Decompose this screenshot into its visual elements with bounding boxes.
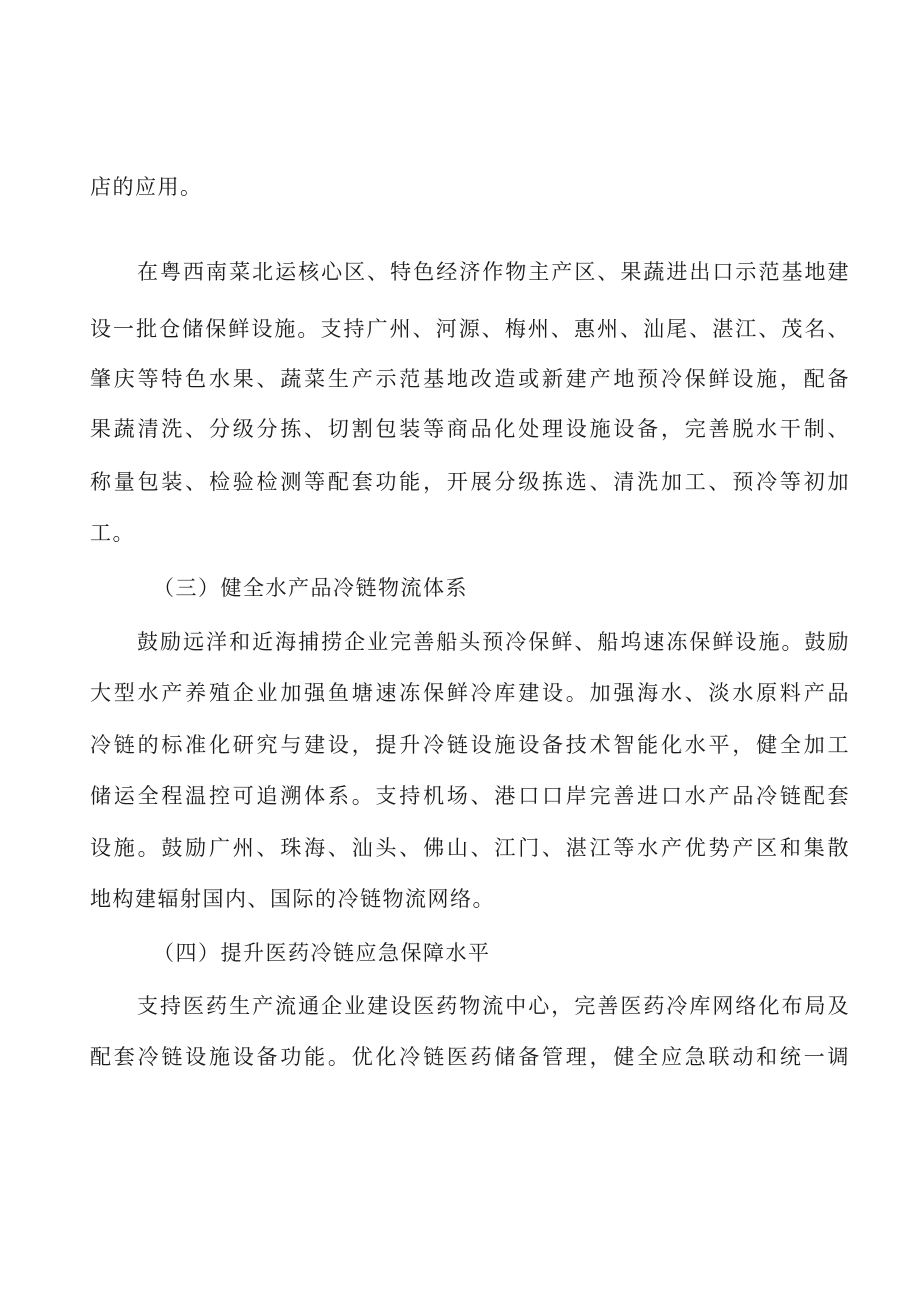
section-heading: （三）健全水产品冷链物流体系 <box>153 576 468 600</box>
paragraph-line: 设一批仓储保鲜设施。支持广州、河源、梅州、惠州、汕尾、湛江、茂名、 <box>90 317 850 341</box>
paragraph-line: 称量包装、检验检测等配套功能，开展分级拣选、清洗加工、预冷等初加 <box>90 470 850 494</box>
paragraph-line: 支持医药生产流通企业建设医药物流中心，完善医药冷库网络化布局及 <box>137 994 850 1018</box>
paragraph-line: 大型水产养殖企业加强鱼塘速冻保鲜冷库建设。加强海水、淡水原料产品 <box>90 681 850 705</box>
paragraph-line: 地构建辐射国内、国际的冷链物流网络。 <box>90 887 495 911</box>
paragraph-line: 鼓励远洋和近海捕捞企业完善船头预冷保鲜、船坞速冻保鲜设施。鼓励 <box>137 630 850 654</box>
paragraph-line: 果蔬清洗、分级分拣、切割包装等商品化处理设施设备，完善脱水干制、 <box>90 417 850 441</box>
section-heading: （四）提升医药冷链应急保障水平 <box>153 941 491 965</box>
paragraph-line: 冷链的标准化研究与建设，提升冷链设施设备技术智能化水平，健全加工 <box>90 733 850 757</box>
text-line: 店的应用。 <box>90 175 203 199</box>
paragraph-line: 在粤西南菜北运核心区、特色经济作物主产区、果蔬进出口示范基地建 <box>137 260 850 284</box>
paragraph-line: 设施。鼓励广州、珠海、汕头、佛山、江门、湛江等水产优势产区和集散 <box>90 836 850 860</box>
paragraph-line: 工。 <box>90 521 135 545</box>
paragraph-line: 配套冷链设施设备功能。优化冷链医药储备管理，健全应急联动和统一调 <box>90 1045 850 1069</box>
paragraph-line: 储运全程温控可追溯体系。支持机场、港口口岸完善进口水产品冷链配套 <box>90 784 850 808</box>
paragraph-line: 肇庆等特色水果、蔬菜生产示范基地改造或新建产地预冷保鲜设施，配备 <box>90 367 850 391</box>
